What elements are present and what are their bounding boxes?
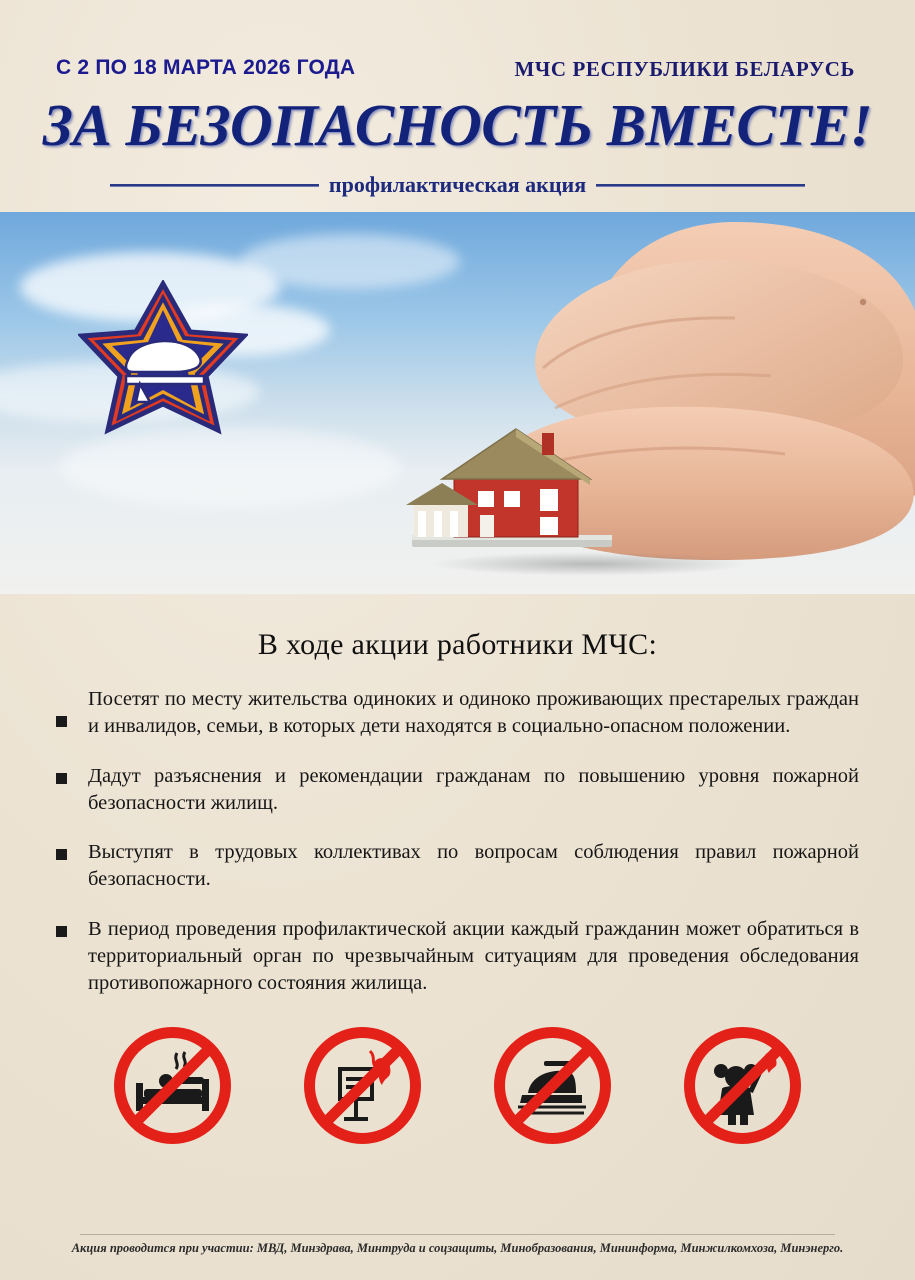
hero-photo — [0, 212, 915, 594]
list-item — [52, 686, 859, 741]
footer-divider — [80, 1234, 835, 1235]
page-subtitle: профилактическая акция — [328, 172, 587, 197]
no-smoking-in-bed-icon — [110, 1023, 235, 1148]
no-children-with-matches-icon — [680, 1023, 805, 1148]
subtitle-row — [0, 172, 915, 198]
mchs-star-emblem-icon — [78, 280, 248, 452]
bullet-square-icon — [56, 773, 67, 784]
list-item — [52, 916, 859, 998]
content-section — [0, 594, 915, 1148]
footer-text: Акция проводится при участии: МВД, Минздрава, Минтруда и соцзащиты, Минобразования, Мининформа, Минжилкомхоза, Минэнерго. — [71, 1241, 844, 1255]
page-title: ЗА БЕЗОПАСНОСТЬ ВМЕСТЕ! — [42, 92, 873, 158]
campaign-date-badge: С 2 ПО 18 МАРТА 2026 ГОДА — [56, 56, 356, 79]
section-lead: В ходе акции работники МЧС: — [257, 628, 658, 661]
list-item-text: Дадут разъяснения и рекомендации гражданам по повышению уровня пожарной безопасности жилищ. — [88, 764, 859, 814]
no-faulty-wiring-icon — [300, 1023, 425, 1148]
rule-right — [596, 184, 805, 187]
points-list — [38, 686, 877, 997]
bullet-square-icon — [56, 716, 67, 727]
list-item-text: В период проведения профилактической акции каждый гражданин может обратиться в территориальный орган по чрезвычайным ситуациям для проведения обследования противопожарного состояния жилища. — [88, 917, 859, 994]
prohibition-icons-row — [38, 1023, 877, 1148]
poster-header — [0, 0, 915, 212]
bullet-square-icon — [56, 926, 67, 937]
list-item — [52, 839, 859, 894]
list-item-text: Выступят в трудовых коллективах по вопросам соблюдения правил пожарной безопасности. — [88, 841, 859, 891]
house-model — [392, 407, 642, 567]
list-item — [52, 763, 859, 818]
ministry-name: МЧС РЕСПУБЛИКИ БЕЛАРУСЬ — [514, 57, 855, 81]
list-item-text: Посетят по месту жительства одиноких и одиноко проживающих престарелых граждан и инвалидов, семьи, в которых дети находятся в социально-опасном положении. — [88, 688, 859, 738]
house-shadow — [430, 552, 750, 576]
rule-left — [110, 184, 319, 187]
footer — [0, 1234, 915, 1256]
bullet-square-icon — [56, 849, 67, 860]
no-unattended-iron-icon — [490, 1023, 615, 1148]
